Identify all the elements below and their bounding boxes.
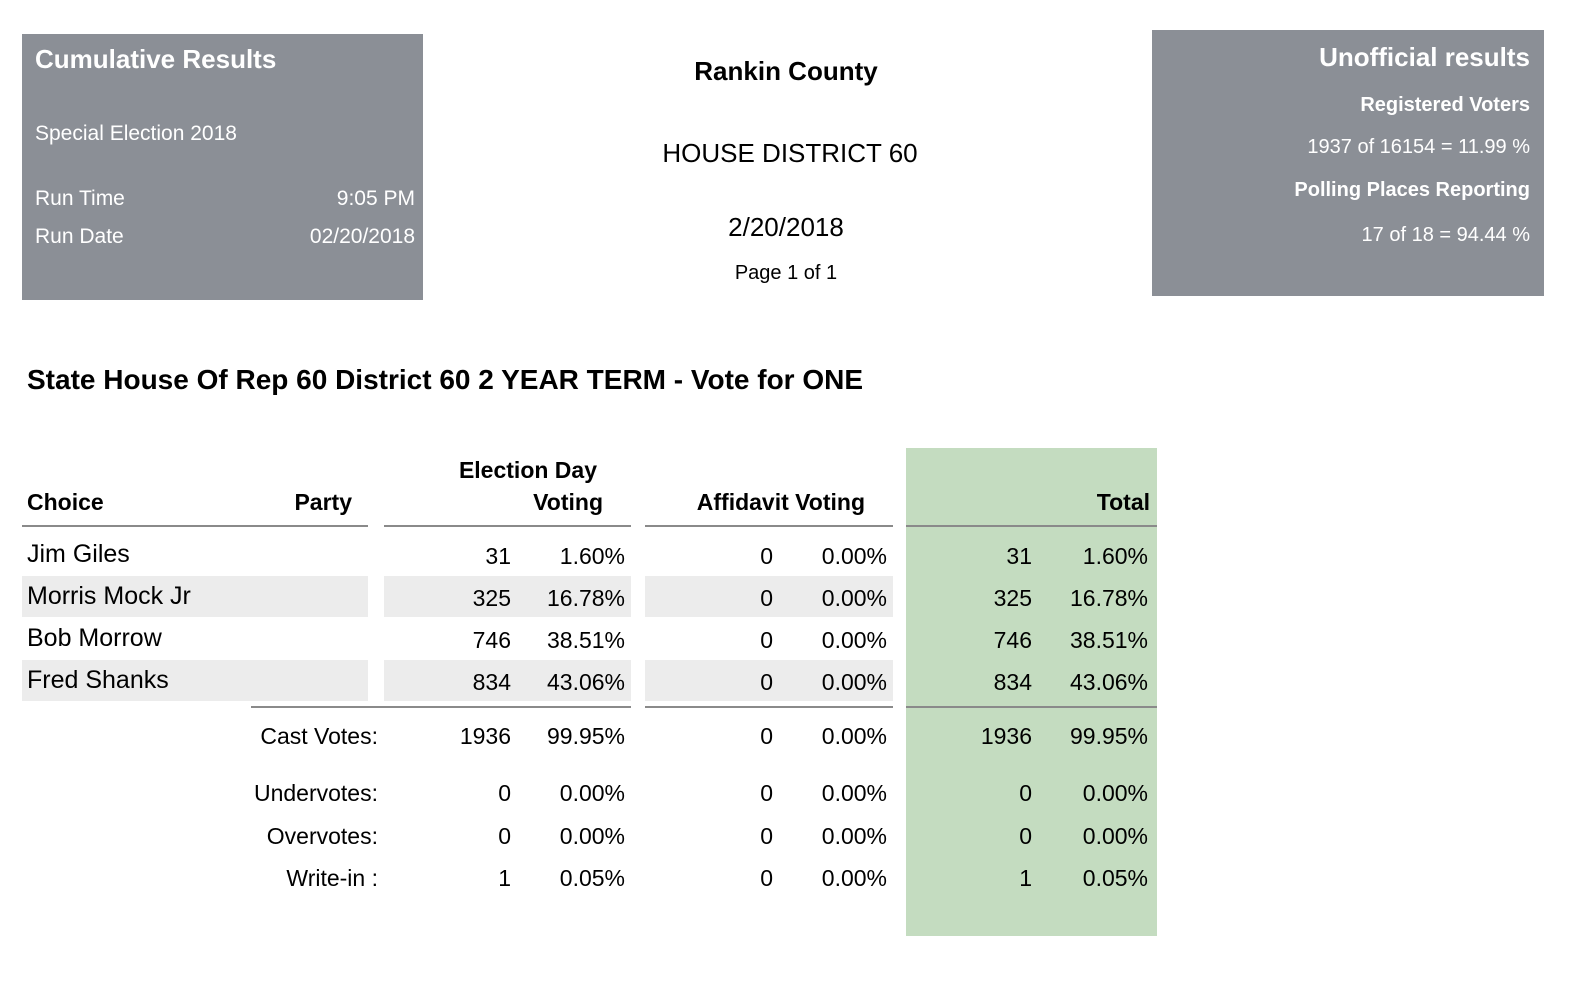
election-day-votes: 1 (498, 865, 511, 891)
summary-label: Overvotes: (266, 823, 378, 849)
election-day-votes: 0 (498, 780, 511, 806)
race-title: State House Of Rep 60 District 60 2 YEAR TERM - Vote for ONE (27, 364, 864, 395)
panel-title: Cumulative Results (35, 44, 277, 74)
election-name: Special Election 2018 (35, 122, 237, 145)
election-day-percent: 0.00% (559, 780, 625, 806)
election-day-votes: 834 (472, 669, 511, 695)
total-votes: 31 (1006, 543, 1032, 569)
total-votes: 1 (1019, 865, 1032, 891)
candidate-name: Fred Shanks (27, 666, 169, 694)
candidate-name: Jim Giles (27, 540, 130, 568)
header-rule-total (906, 525, 1157, 527)
affidavit-votes: 0 (760, 723, 773, 749)
affidavit-votes: 0 (760, 585, 773, 611)
affidavit-votes: 0 (760, 543, 773, 569)
election-day-percent: 16.78% (546, 585, 625, 611)
election-day-percent: 0.00% (559, 823, 625, 849)
affidavit-votes: 0 (760, 823, 773, 849)
col-header-choice: Choice (27, 489, 104, 515)
registered-voters-value: 1937 of 16154 = 11.99 % (1307, 136, 1530, 158)
total-votes: 834 (993, 669, 1032, 695)
total-percent: 16.78% (1069, 585, 1148, 611)
county-name: Rankin County (694, 56, 878, 86)
total-percent: 99.95% (1069, 723, 1148, 749)
election-day-votes: 0 (498, 823, 511, 849)
election-day-percent: 1.60% (559, 543, 625, 569)
polling-places-label: Polling Places Reporting (1294, 179, 1530, 201)
total-percent: 38.51% (1069, 627, 1148, 653)
col-header-party: Party (294, 489, 352, 515)
col-header-affidavit: Affidavit Voting (696, 489, 865, 515)
election-day-votes: 31 (485, 543, 511, 569)
total-votes: 325 (993, 585, 1032, 611)
total-votes: 0 (1019, 780, 1032, 806)
col-header-election-day: Election Day (458, 457, 597, 483)
election-day-votes: 746 (472, 627, 511, 653)
totals-rule-total (906, 706, 1157, 708)
election-day-percent: 99.95% (546, 723, 625, 749)
affidavit-votes: 0 (760, 627, 773, 653)
affidavit-percent: 0.00% (821, 669, 887, 695)
header-rule-election-day (384, 525, 631, 527)
total-percent: 0.00% (1082, 823, 1148, 849)
total-percent: 0.05% (1082, 865, 1148, 891)
totals-rule-affidavit (645, 706, 893, 708)
affidavit-votes: 0 (760, 865, 773, 891)
affidavit-percent: 0.00% (821, 865, 887, 891)
total-votes: 1936 (980, 723, 1032, 749)
registered-voters-label: Registered Voters (1360, 94, 1530, 116)
unofficial-results-panel (1152, 30, 1544, 296)
affidavit-percent: 0.00% (821, 585, 887, 611)
affidavit-percent: 0.00% (821, 723, 887, 749)
run-date-label: Run Date (35, 225, 124, 248)
col-header-total: Total (1096, 489, 1150, 515)
affidavit-percent: 0.00% (821, 627, 887, 653)
election-day-percent: 38.51% (546, 627, 625, 653)
unofficial-title: Unofficial results (1319, 42, 1530, 72)
election-day-votes: 325 (472, 585, 511, 611)
affidavit-votes: 0 (760, 780, 773, 806)
col-header-election-day-voting: Voting (533, 489, 603, 515)
header-rule-affidavit (645, 525, 893, 527)
election-day-votes: 1936 (459, 723, 511, 749)
total-votes: 746 (993, 627, 1032, 653)
affidavit-votes: 0 (760, 669, 773, 695)
candidate-name: Bob Morrow (27, 624, 162, 652)
run-date-value: 02/20/2018 (309, 225, 415, 248)
cumulative-results-panel (22, 34, 423, 300)
header-rule-choice (22, 525, 368, 527)
affidavit-percent: 0.00% (821, 543, 887, 569)
total-percent: 0.00% (1082, 780, 1148, 806)
page-number: Page 1 of 1 (734, 262, 838, 284)
summary-label: Write-in : (286, 865, 378, 891)
report-date: 2/20/2018 (728, 212, 844, 242)
summary-label: Cast Votes: (260, 723, 378, 749)
election-day-percent: 0.05% (559, 865, 625, 891)
polling-places-value: 17 of 18 = 94.44 % (1361, 224, 1530, 246)
total-percent: 1.60% (1082, 543, 1148, 569)
summary-label: Undervotes: (253, 780, 378, 806)
election-day-percent: 43.06% (546, 669, 625, 695)
affidavit-percent: 0.00% (821, 823, 887, 849)
totals-rule-election-day (251, 706, 631, 708)
run-time-label: Run Time (35, 187, 125, 210)
total-percent: 43.06% (1069, 669, 1148, 695)
run-time-value: 9:05 PM (336, 187, 415, 210)
candidate-name: Morris Mock Jr (27, 582, 191, 610)
total-votes: 0 (1019, 823, 1032, 849)
affidavit-percent: 0.00% (821, 780, 887, 806)
district-name: HOUSE DISTRICT 60 (662, 138, 918, 168)
